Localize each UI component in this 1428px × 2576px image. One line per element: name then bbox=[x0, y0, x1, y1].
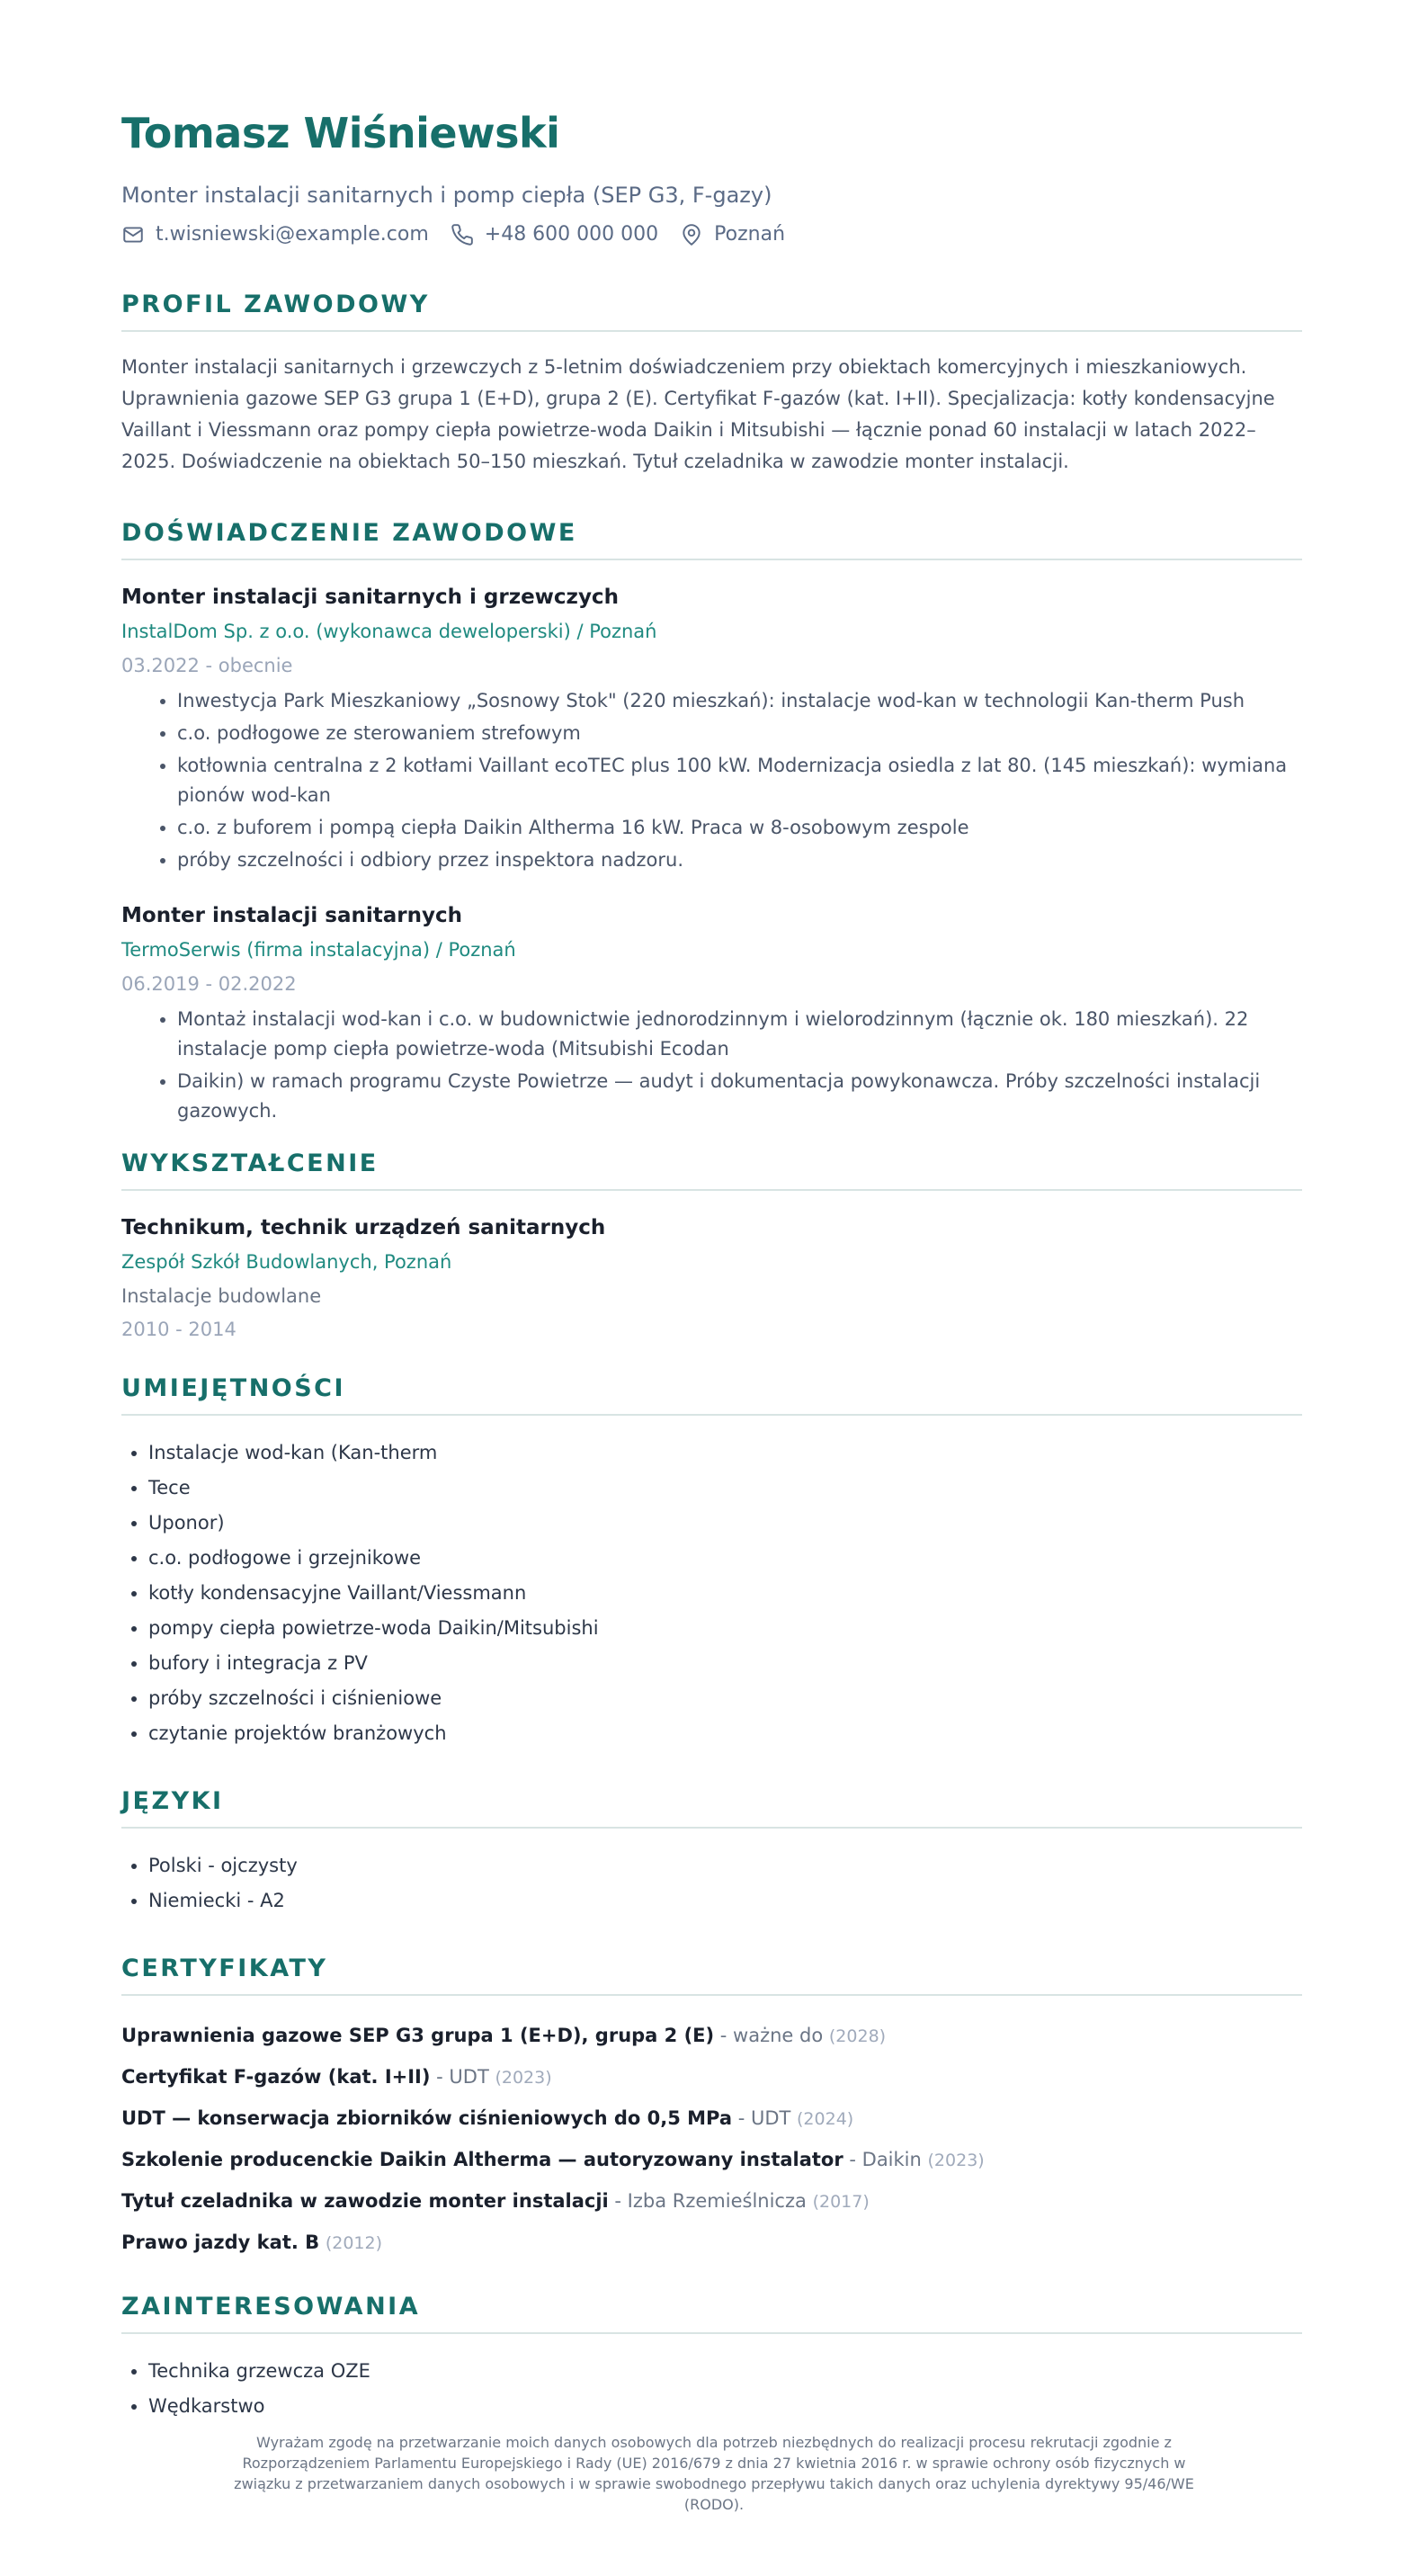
location-text: Poznań bbox=[714, 223, 786, 246]
skill-item: • Instalacje wod-kan (Kan-therm bbox=[148, 1436, 1302, 1471]
certificate-year: (2023) bbox=[927, 2151, 985, 2170]
certificate-name: UDT — konserwacja zbiorników ciśnieniowych do 0,5 MPa bbox=[121, 2107, 733, 2129]
phone-icon bbox=[451, 223, 474, 246]
certificate-year: (2024) bbox=[797, 2109, 854, 2129]
certificate-issuer: - ważne do bbox=[714, 2025, 824, 2046]
certificate-issuer: - Daikin bbox=[843, 2149, 922, 2170]
contact-phone[interactable] bbox=[451, 220, 658, 249]
certificate-name: Tytuł czeladnika w zawodzie monter instalacji bbox=[121, 2190, 609, 2212]
job-bullet: • próby szczelności i odbiory przez inspektora nadzoru. bbox=[177, 845, 1302, 875]
job-dates: 03.2022 - obecnie bbox=[121, 655, 293, 676]
education-heading: WYKSZTAŁCENIE bbox=[121, 1148, 1302, 1191]
experience-section bbox=[121, 517, 1302, 1126]
contact-location bbox=[680, 220, 785, 249]
certificate-year: (2028) bbox=[828, 2026, 887, 2046]
education-dates: 2010 - 2014 bbox=[121, 1319, 237, 1340]
interests-heading: ZAINTERESOWANIA bbox=[121, 2291, 1302, 2334]
interest-item: • Technika grzewcza OZE bbox=[148, 2354, 1302, 2389]
skills-list bbox=[121, 1436, 1302, 1751]
job-dates: 06.2019 - 02.2022 bbox=[121, 973, 297, 995]
certificate-item bbox=[121, 2140, 1302, 2181]
candidate-headline: Monter instalacji sanitarnych i pomp ciepła (SEP G3, F-gazy) bbox=[121, 183, 772, 208]
job-bullet: • kotłownia centralna z 2 kotłami Vaillant ecoTEC plus 100 kW. Modernizacja osiedla z lat 80. (145 mieszkań): wymiana pionów wod-kan bbox=[177, 751, 1302, 810]
certificate-item bbox=[121, 2181, 1302, 2223]
skill-item: • Uponor) bbox=[148, 1506, 1302, 1541]
education-field: Instalacje budowlane bbox=[121, 1285, 322, 1307]
certificate-issuer: - UDT bbox=[430, 2066, 489, 2088]
resume-header bbox=[121, 106, 1302, 249]
certificate-name: Uprawnienia gazowe SEP G3 grupa 1 (E+D), grupa 2 (E) bbox=[121, 2025, 715, 2046]
profile-section bbox=[121, 289, 1302, 478]
language-item: • Polski - ojczysty bbox=[148, 1848, 1302, 1883]
certificate-issuer: - Izba Rzemieślnicza bbox=[608, 2190, 807, 2212]
certificate-name: Prawo jazdy kat. B bbox=[121, 2232, 320, 2253]
certificate-year: (2012) bbox=[325, 2233, 383, 2253]
skills-heading: UMIEJĘTNOŚCI bbox=[121, 1373, 1302, 1416]
skills-section bbox=[121, 1373, 1302, 1751]
skill-item: • c.o. podłogowe i grzejnikowe bbox=[148, 1541, 1302, 1576]
education-school: Zespół Szkół Budowlanych, Poznań bbox=[121, 1251, 452, 1273]
certificate-item bbox=[121, 2098, 1302, 2140]
candidate-name: Tomasz Wiśniewski bbox=[121, 109, 560, 157]
certificate-item bbox=[121, 2016, 1302, 2057]
contact-email[interactable] bbox=[121, 220, 429, 249]
gdpr-consent-clause: Wyrażam zgodę na przetwarzanie moich danych osobowych dla potrzeb niezbędnych do realizacji procesu rekrutacji zgodnie z Rozporządzeniem Parlamentu Europejskiego i Rady (UE) 2016/679 z dnia 27 kwietnia 2016 r. w sprawie ochrony osób fizycznych w związku z przetwarzaniem danych osobowych i w sprawie swobodnego przepływu takich danych oraz uchylenia dyrektywy 95/46/WE (RODO). bbox=[234, 2434, 1194, 2513]
profile-summary: Monter instalacji sanitarnych i grzewczych z 5-letnim doświadczeniem przy obiektach komercyjnych i mieszkaniowych. Uprawnienia gazowe SEP G3 grupa 1 (E+D), grupa 2 (E). Certyfikat F-gazów (kat. I+II). Specjalizacja: kotły kondensacyjne Vaillant i Viessmann oraz pompy ciepła powietrze-woda Daikin i Mitsubishi — łącznie ponad 60 instalacji w latach 2022–2025. Doświadczenie na obiektach 50–150 mieszkań. Tytuł czeladnika w zawodzie monter instalacji. bbox=[121, 356, 1275, 472]
certificate-year: (2023) bbox=[495, 2068, 552, 2088]
education-section bbox=[121, 1148, 1302, 1346]
certificate-year: (2017) bbox=[812, 2192, 870, 2212]
job-bullet: • Inwestycja Park Mieszkaniowy „Sosnowy Stok" (220 mieszkań): instalacje wod-kan w technologii Kan-therm Push bbox=[177, 686, 1302, 716]
skill-item: • próby szczelności i ciśnieniowe bbox=[148, 1681, 1302, 1716]
skill-item: • pompy ciepła powietrze-woda Daikin/Mitsubishi bbox=[148, 1611, 1302, 1646]
skill-item: • bufory i integracja z PV bbox=[148, 1646, 1302, 1681]
certificate-name: Szkolenie producenckie Daikin Altherma — autoryzowany instalator bbox=[121, 2149, 843, 2170]
job-bullets bbox=[121, 1005, 1302, 1126]
certificate-issuer: - UDT bbox=[732, 2107, 791, 2129]
job-bullet: • Daikin) w ramach programu Czyste Powietrze — audyt i dokumentacja powykonawcza. Próby szczelności instalacji gazowych. bbox=[177, 1067, 1302, 1126]
job-title: Monter instalacji sanitarnych bbox=[121, 904, 462, 927]
language-item: • Niemiecki - A2 bbox=[148, 1883, 1302, 1919]
interests-section bbox=[121, 2291, 1302, 2424]
interest-item: • Wędkarstwo bbox=[148, 2389, 1302, 2424]
skill-item: • Tece bbox=[148, 1471, 1302, 1506]
job-bullet: • c.o. podłogowe ze sterowaniem strefowym bbox=[177, 719, 1302, 748]
job-company: InstalDom Sp. z o.o. (wykonawca deweloperski) / Poznań bbox=[121, 621, 657, 642]
job-entry bbox=[121, 580, 1302, 875]
certificate-name: Certyfikat F-gazów (kat. I+II) bbox=[121, 2066, 431, 2088]
certificates-section bbox=[121, 1953, 1302, 2264]
phone-text[interactable]: +48 600 000 000 bbox=[484, 223, 659, 246]
certificate-item bbox=[121, 2057, 1302, 2098]
languages-section bbox=[121, 1785, 1302, 1919]
languages-heading: JĘZYKI bbox=[121, 1785, 1302, 1829]
job-company: TermoSerwis (firma instalacyjna) / Poznań bbox=[121, 939, 516, 961]
languages-list bbox=[121, 1848, 1302, 1919]
skill-item: • czytanie projektów branżowych bbox=[148, 1716, 1302, 1751]
certificates-heading: CERTYFIKATY bbox=[121, 1953, 1302, 1996]
job-title: Monter instalacji sanitarnych i grzewczych bbox=[121, 586, 619, 609]
contact-row bbox=[121, 220, 1302, 249]
experience-heading: DOŚWIADCZENIE ZAWODOWE bbox=[121, 517, 1302, 560]
map-pin-icon bbox=[680, 223, 703, 246]
skill-item: • kotły kondensacyjne Vaillant/Viessmann bbox=[148, 1576, 1302, 1611]
interests-list bbox=[121, 2354, 1302, 2424]
job-entry bbox=[121, 899, 1302, 1126]
mail-icon bbox=[121, 223, 145, 246]
education-degree: Technikum, technik urządzeń sanitarnych bbox=[121, 1216, 606, 1239]
job-bullet: • Montaż instalacji wod-kan i c.o. w budownictwie jednorodzinnym i wielorodzinnym (łącznie ok. 180 mieszkań). 22 instalacje pomp ciepła powietrze-woda (Mitsubishi Ecodan bbox=[177, 1005, 1302, 1064]
certificate-item bbox=[121, 2223, 1302, 2264]
job-bullets bbox=[121, 686, 1302, 875]
email-text[interactable]: t.wisniewski@example.com bbox=[156, 223, 429, 246]
profile-heading: PROFIL ZAWODOWY bbox=[121, 289, 1302, 332]
job-bullet: • c.o. z buforem i pompą ciepła Daikin Altherma 16 kW. Praca w 8-osobowym zespole bbox=[177, 813, 1302, 843]
